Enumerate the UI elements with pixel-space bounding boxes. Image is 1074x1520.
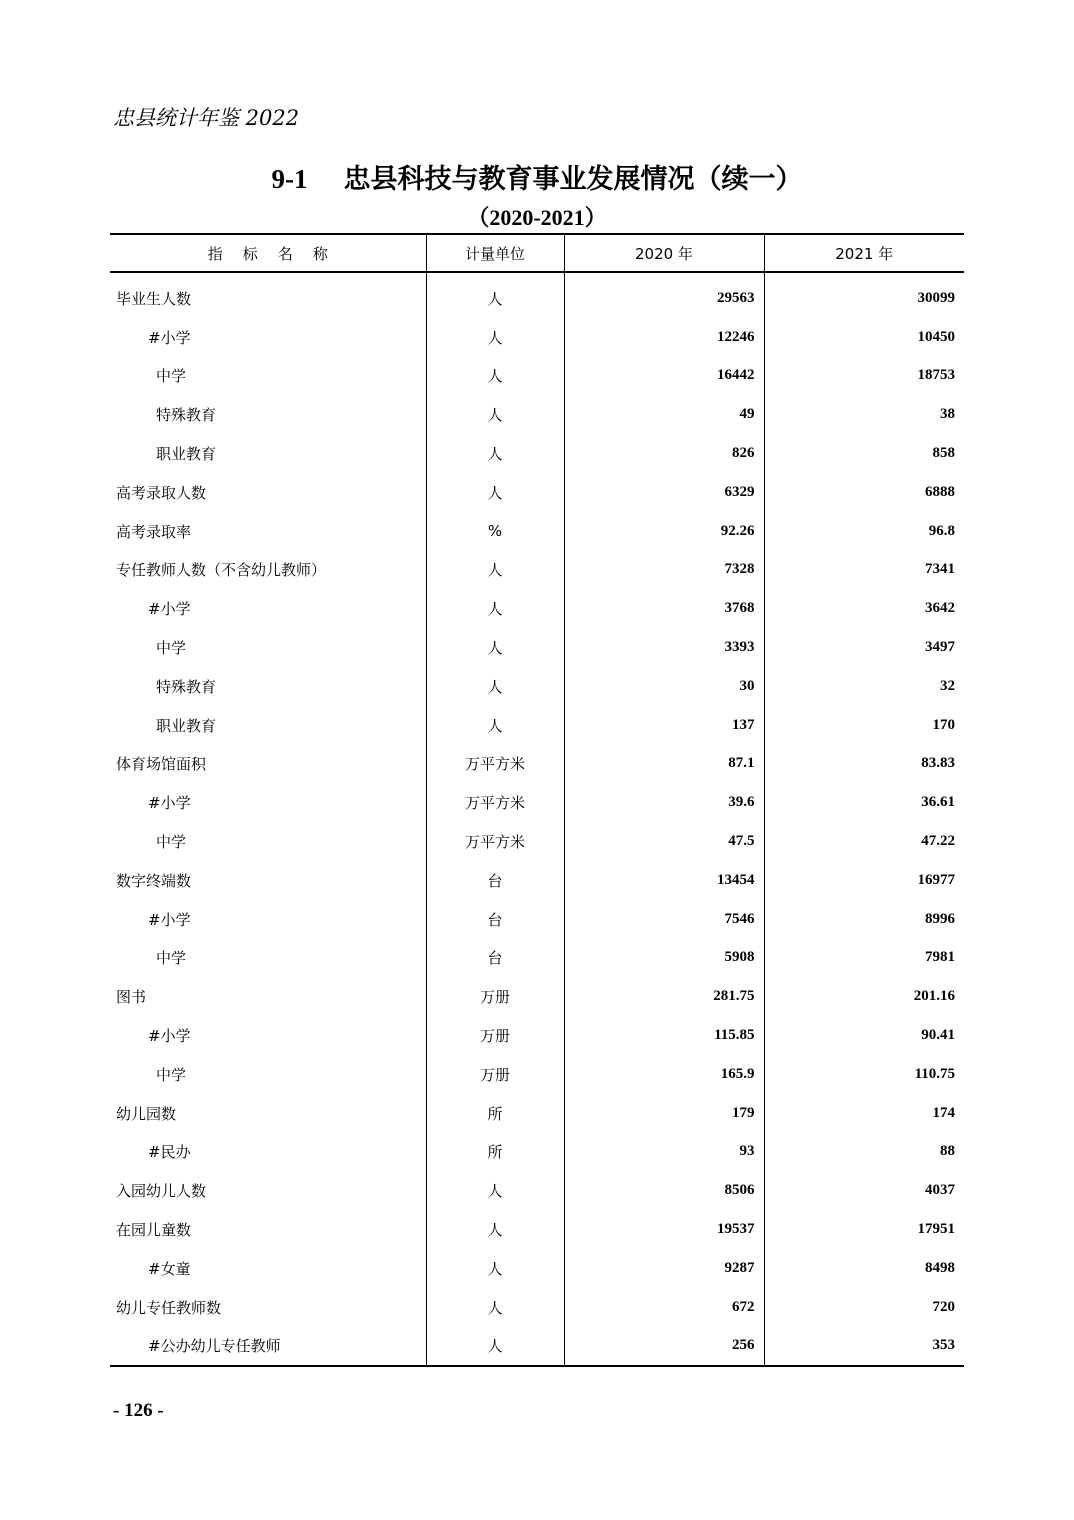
table-row [110,977,964,1016]
value-2021-cell: 3642 [925,600,955,617]
unit-cell: 万平方米 [426,745,564,784]
value-2021-cell: 96.8 [928,522,955,539]
unit-cell: 所 [426,1133,564,1172]
value-2020-cell: 115.85 [564,1016,764,1055]
value-2020-cell: 179 [564,1094,764,1133]
unit-cell: 台 [426,939,564,978]
unit-cell: 人 [426,551,564,590]
table-row [110,706,964,745]
value-2021-cell: 36.61 [921,794,955,811]
unit-cell: 人 [426,1210,564,1249]
table-row [110,1133,964,1172]
table-title-text: 忠县科技与教育事业发展情况（续一） [343,164,803,195]
table-row [110,434,964,473]
table-row [110,1327,964,1367]
table-row [110,1016,964,1055]
value-2020-cell: 49 [564,395,764,434]
table-row [110,589,964,628]
table-row [110,1288,964,1327]
unit-cell: 台 [426,861,564,900]
unit-cell: 人 [426,1171,564,1210]
unit-cell: 人 [426,667,564,706]
table-row [110,512,964,551]
table-row [110,1055,964,1094]
indicator-name-cell: #小学 [110,589,426,628]
value-2021-cell: 10450 [917,328,955,345]
value-2020-cell: 39.6 [564,783,764,822]
value-2020-cell: 256 [564,1327,764,1367]
value-2020-cell: 13454 [564,861,764,900]
unit-cell: 人 [426,589,564,628]
unit-cell: 人 [426,272,564,318]
value-2020-cell: 8506 [564,1171,764,1210]
value-2021-cell: 3497 [925,639,955,656]
indicator-name-cell: 高考录取率 [110,512,426,551]
value-2020-cell: 30 [564,667,764,706]
value-2020-cell: 16442 [564,357,764,396]
value-2021-cell: 7341 [925,561,955,578]
indicator-name-cell: 体育场馆面积 [110,745,426,784]
value-2020-cell: 826 [564,434,764,473]
table-number: 9-1 [271,164,308,194]
header-indicator-name: 指标名称 [110,234,426,272]
table-row [110,318,964,357]
indicator-name-cell: 特殊教育 [110,667,426,706]
value-2021-cell: 720 [932,1298,955,1315]
value-2021-cell: 38 [940,406,955,423]
value-2020-cell: 3768 [564,589,764,628]
indicator-name-cell: #民办 [110,1133,426,1172]
value-2021-cell: 17951 [917,1221,955,1238]
value-2021-cell: 47.22 [921,833,955,850]
table-title [0,157,1074,196]
value-2021-cell: 174 [932,1104,955,1121]
value-2020-cell: 137 [564,706,764,745]
indicator-name-cell: #小学 [110,783,426,822]
unit-cell: 人 [426,434,564,473]
unit-cell: 万平方米 [426,783,564,822]
value-2020-cell: 87.1 [564,745,764,784]
table-row [110,939,964,978]
header-year-2020: 2020 年 [564,234,764,272]
indicator-name-cell: 数字终端数 [110,861,426,900]
table-row [110,473,964,512]
table-row [110,745,964,784]
value-2020-cell: 281.75 [564,977,764,1016]
value-2021-cell: 6888 [925,483,955,500]
indicator-name-cell: 中学 [110,357,426,396]
page-number: - 126 - [113,1400,164,1421]
unit-cell: 台 [426,900,564,939]
value-2020-cell: 93 [564,1133,764,1172]
table-subtitle: （2020-2021） [467,205,607,230]
unit-cell: 人 [426,395,564,434]
value-2020-cell: 47.5 [564,822,764,861]
table-header-row [110,234,964,272]
indicator-name-cell: #女童 [110,1249,426,1288]
value-2020-cell: 19537 [564,1210,764,1249]
value-2021-cell: 30099 [917,289,955,306]
indicator-name-cell: 专任教师人数（不含幼儿教师） [110,551,426,590]
table-row [110,783,964,822]
unit-cell: 人 [426,1249,564,1288]
indicator-name-cell: 职业教育 [110,706,426,745]
indicator-name-cell: 幼儿专任教师数 [110,1288,426,1327]
value-2021-cell: 170 [932,716,955,733]
value-2020-cell: 6329 [564,473,764,512]
value-2021-cell: 4037 [925,1182,955,1199]
indicator-name-cell: #小学 [110,900,426,939]
value-2020-cell: 5908 [564,939,764,978]
value-2021-cell: 7981 [925,949,955,966]
value-2021-cell: 858 [932,445,955,462]
value-2021-cell: 353 [932,1337,955,1354]
value-2021-cell: 201.16 [913,988,955,1005]
table-row [110,357,964,396]
indicator-name-cell: 特殊教育 [110,395,426,434]
indicator-name-cell: 中学 [110,628,426,667]
value-2021-cell: 110.75 [914,1065,955,1082]
indicator-name-cell: 幼儿园数 [110,1094,426,1133]
table-row [110,900,964,939]
value-2020-cell: 92.26 [564,512,764,551]
value-2021-cell: 90.41 [921,1027,955,1044]
unit-cell: 人 [426,628,564,667]
value-2020-cell: 29563 [564,272,764,318]
value-2020-cell: 7328 [564,551,764,590]
table-row [110,1249,964,1288]
value-2021-cell: 8996 [925,910,955,927]
indicator-name-cell: 中学 [110,939,426,978]
indicator-name-cell: 中学 [110,822,426,861]
value-2020-cell: 9287 [564,1249,764,1288]
table-row [110,551,964,590]
unit-cell: 人 [426,1327,564,1367]
indicator-name-cell: 职业教育 [110,434,426,473]
table-row [110,1210,964,1249]
indicator-name-cell: 在园儿童数 [110,1210,426,1249]
table-row [110,395,964,434]
indicator-name-cell: 毕业生人数 [110,272,426,318]
unit-cell: 万册 [426,1016,564,1055]
value-2020-cell: 12246 [564,318,764,357]
table-row [110,667,964,706]
unit-cell: 人 [426,318,564,357]
indicator-name-cell: 图书 [110,977,426,1016]
header-year-2021: 2021 年 [764,234,964,272]
value-2021-cell: 8498 [925,1259,955,1276]
table-row [110,861,964,900]
table-row [110,1094,964,1133]
unit-cell: 万册 [426,977,564,1016]
table-row [110,272,964,318]
running-head: 忠县统计年鉴 2022 [113,106,300,130]
table-body [110,272,964,1366]
value-2020-cell: 672 [564,1288,764,1327]
unit-cell: 万平方米 [426,822,564,861]
value-2021-cell: 83.83 [921,755,955,772]
indicator-name-cell: #小学 [110,318,426,357]
unit-cell: 万册 [426,1055,564,1094]
unit-cell: 人 [426,706,564,745]
table-row [110,628,964,667]
indicator-name-cell: #公办幼儿专任教师 [110,1327,426,1367]
header-unit: 计量单位 [426,234,564,272]
indicator-name-cell: 入园幼儿人数 [110,1171,426,1210]
table-row [110,822,964,861]
value-2021-cell: 32 [940,677,955,694]
indicator-name-cell: #小学 [110,1016,426,1055]
value-2020-cell: 165.9 [564,1055,764,1094]
table-row [110,1171,964,1210]
indicator-name-cell: 中学 [110,1055,426,1094]
value-2020-cell: 7546 [564,900,764,939]
unit-cell: % [426,512,564,551]
value-2021-cell: 16977 [917,871,955,888]
unit-cell: 人 [426,473,564,512]
unit-cell: 所 [426,1094,564,1133]
value-2020-cell: 3393 [564,628,764,667]
statistics-table [110,233,964,1367]
value-2021-cell: 18753 [917,367,955,384]
value-2021-cell: 88 [940,1143,955,1160]
indicator-name-cell: 高考录取人数 [110,473,426,512]
unit-cell: 人 [426,1288,564,1327]
unit-cell: 人 [426,357,564,396]
